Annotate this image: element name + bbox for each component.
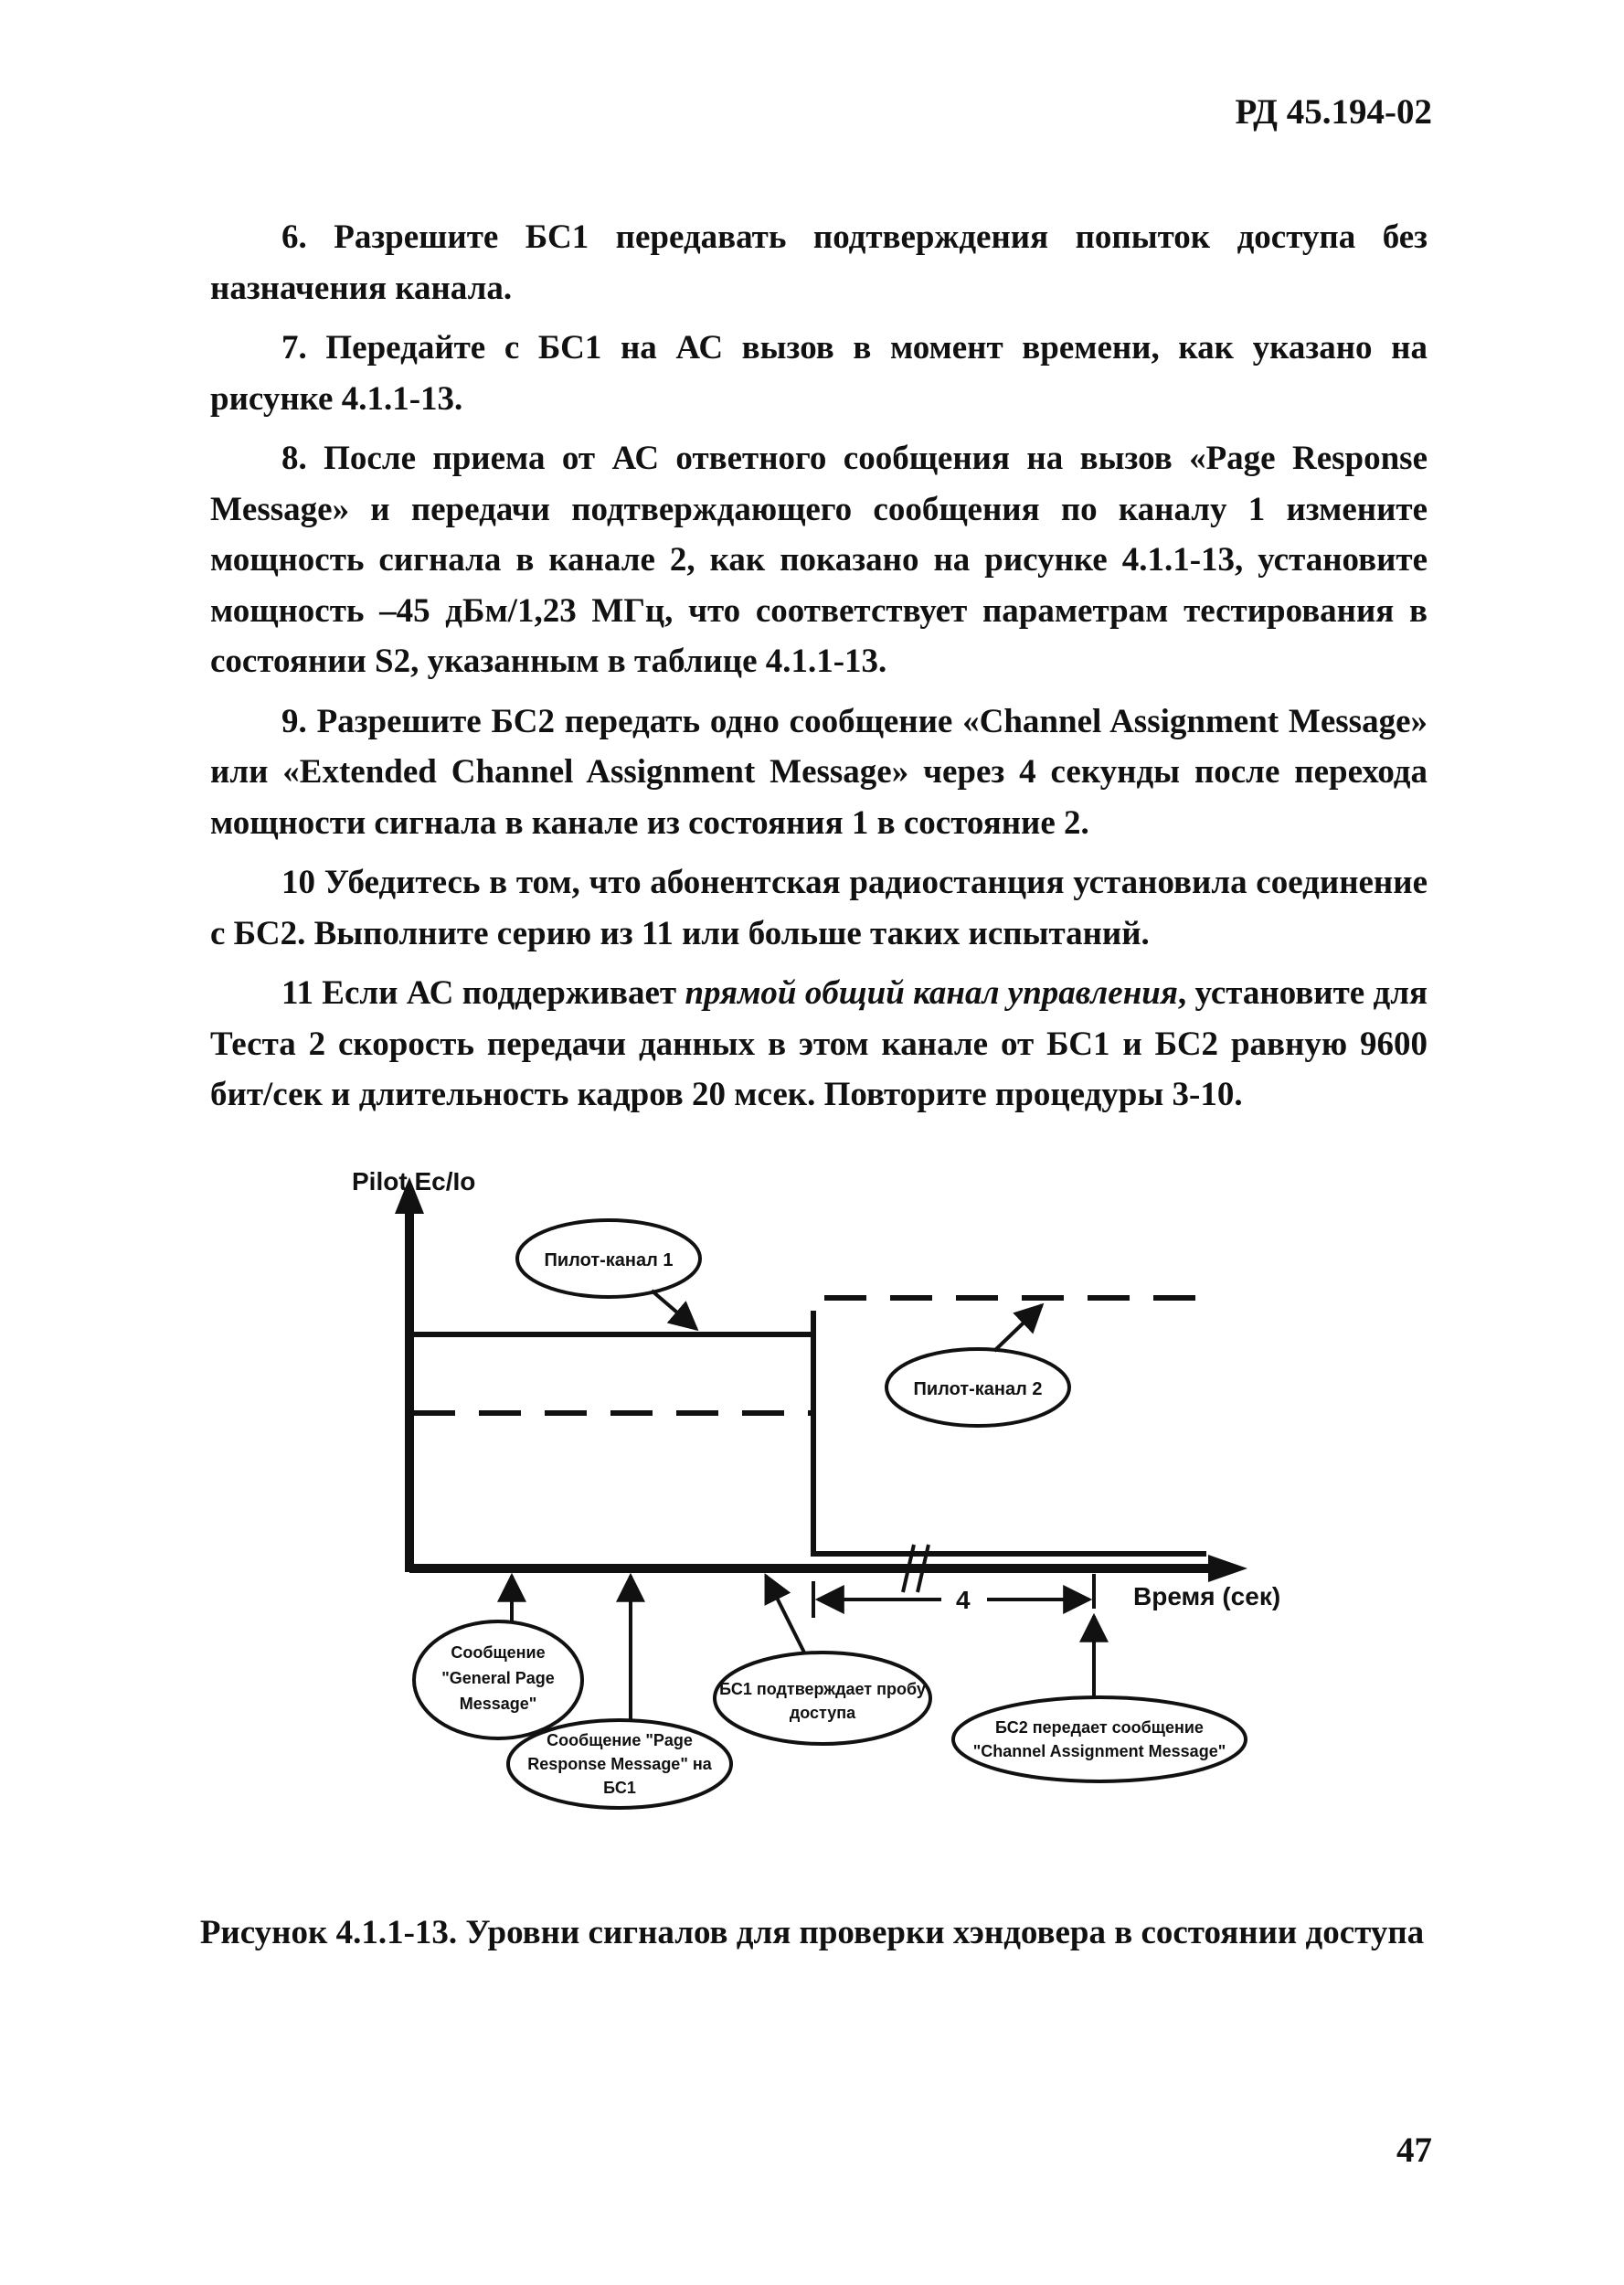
page-number: 47: [1396, 2131, 1432, 2170]
paragraph-11-end: , установите для Теста 2 скорость передачи данных в этом канале от БС1 и БС2 равную 9600 бит/сек и длительность кадров 20 мсек. Повторите процедуры 3-10.: [210, 974, 1428, 1113]
pilot-channel-1-line: [409, 1334, 1206, 1554]
callout-page-response-line-3: БС1: [603, 1779, 636, 1797]
paragraph-9: 9. Разрешите БС2 передать одно сообщение «Channel Assignment Message» или «Extended Channel Assignment Message» через 4 секунды после перехода мощности сигнала в канале из состояния 1 в состояние 2.: [210, 702, 1428, 842]
callout-pilot-channel-2-pointer: [994, 1305, 1042, 1351]
paragraph-10: 10 Убедитесь в том, что абонентская радиостанция установила соединение с БС2. Выполните серию из 11 или больше таких испытаний.: [210, 864, 1428, 952]
callout-bs1-ack-line-2: доступа: [789, 1704, 856, 1722]
pilot-channel-2-line: [413, 1298, 1206, 1413]
paragraph-7: 7. Передайте с БС1 на АС вызов в момент времени, как указано на рисунке 4.1.1-13.: [210, 329, 1428, 418]
callout-bs2-sends-line-1: БС2 передает сообщение: [995, 1718, 1204, 1737]
paragraph-11-emphasis: прямой общий канал управления: [685, 974, 1178, 1012]
callout-pilot-channel-2-text: Пилот-канал 2: [913, 1379, 1043, 1399]
callout-bs2-sends: [953, 1697, 1246, 1781]
paragraph-11-start: 11 Если АС поддерживает: [281, 974, 685, 1012]
callout-general-page-line-1: Сообщение: [451, 1643, 546, 1662]
x-axis-label: Время (сек): [1133, 1582, 1281, 1610]
callout-general-page-line-3: Message": [459, 1695, 537, 1713]
callout-page-response-line-2: Response Message" на: [527, 1755, 712, 1773]
interval-label: 4: [956, 1586, 971, 1614]
document-code: РД 45.194-02: [1235, 92, 1432, 132]
callout-general-page-line-2: "General Page: [441, 1669, 555, 1687]
signal-level-figure: [0, 1152, 1624, 1810]
callout-pilot-channel-1-pointer: [652, 1291, 696, 1329]
callout-pilot-channel-1-text: Пилот-канал 1: [544, 1250, 674, 1270]
figure-caption: Рисунок 4.1.1-13. Уровни сигналов для проверки хэндовера в состоянии доступа: [199, 1914, 1425, 1951]
paragraph-11: [210, 968, 1428, 1121]
figure-svg: [0, 1152, 1624, 1810]
x-axis-arrowhead: [1208, 1555, 1247, 1582]
paragraph-6: 6. Разрешите БС1 передавать подтверждения попыток доступа без назначения канала.: [210, 218, 1428, 307]
paragraph-8: 8. После приема от АС ответного сообщения на вызов «Page Response Message» и передачи подтверждающего сообщения по каналу 1 измените мощность сигнала в канале 2, как показано на рисунке 4.1.1-13, установите мощность –45 дБм/1,23 МГц, что соответствует параметрам тестирования в состоянии S2, указанным в таблице 4.1.1-13.: [210, 440, 1428, 680]
body-text: [210, 212, 1428, 1130]
callout-page-response-line-1: Сообщение "Page: [547, 1731, 693, 1749]
callout-bs2-sends-line-2: "Channel Assignment Message": [972, 1742, 1226, 1760]
callout-bs1-ack-pointer: [766, 1576, 804, 1653]
y-axis-label: Pilot Ec/Io: [352, 1167, 476, 1196]
callout-bs1-ack-line-1: БС1 подтверждает пробу: [719, 1680, 926, 1698]
callout-bs1-ack: [715, 1653, 930, 1744]
